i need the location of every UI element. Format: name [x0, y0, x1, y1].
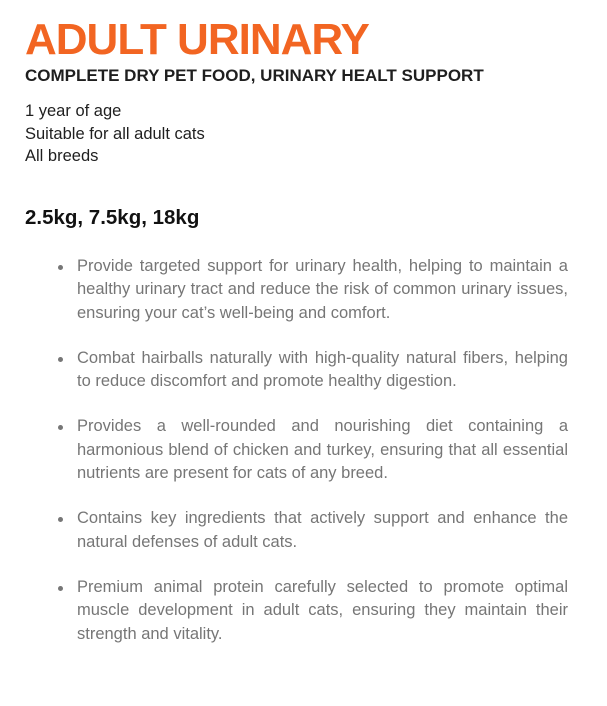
feature-item [56, 507, 568, 554]
feature-text: Combat hairballs naturally with high-quality natural fibers, helping to reduce discomfort and promote healthy digestion. [77, 348, 568, 391]
feature-text: Provide targeted support for urinary health, helping to maintain a healthy urinary tract and reduce the risk of common urinary issues, ensuring your cat’s well-being and comfort. [77, 257, 568, 322]
bullet-icon [58, 357, 63, 362]
detail-age: 1 year of age [25, 102, 122, 120]
feature-item [56, 576, 568, 646]
feature-text: Contains key ingredients that actively support and enhance the natural defenses of adult cats. [77, 509, 568, 551]
feature-text: Premium animal protein carefully selected to promote optimal muscle development in adult cats, ensuring they maintain their strength and vitality. [77, 577, 568, 643]
package-sizes: 2.5kg, 7.5kg, 18kg [25, 206, 200, 229]
feature-item [56, 347, 568, 394]
bullet-icon [58, 265, 63, 270]
product-details-list [25, 100, 205, 168]
feature-list [56, 255, 568, 668]
feature-text: Provides a well-rounded and nourishing diet containing a harmonious blend of chicken and turkey, ensuring that all essential nutrients are present for cats of any breed. [77, 417, 568, 483]
detail-suitability: Suitable for all adult cats [25, 124, 205, 143]
feature-item [56, 255, 568, 325]
product-title: ADULT URINARY [25, 15, 369, 64]
product-subtitle: COMPLETE DRY PET FOOD, URINARY HEALT SUPPORT [25, 66, 484, 85]
feature-item [56, 415, 568, 485]
bullet-icon [58, 586, 63, 591]
bullet-icon [58, 425, 63, 430]
detail-breeds: All breeds [25, 147, 99, 165]
bullet-icon [58, 517, 63, 522]
